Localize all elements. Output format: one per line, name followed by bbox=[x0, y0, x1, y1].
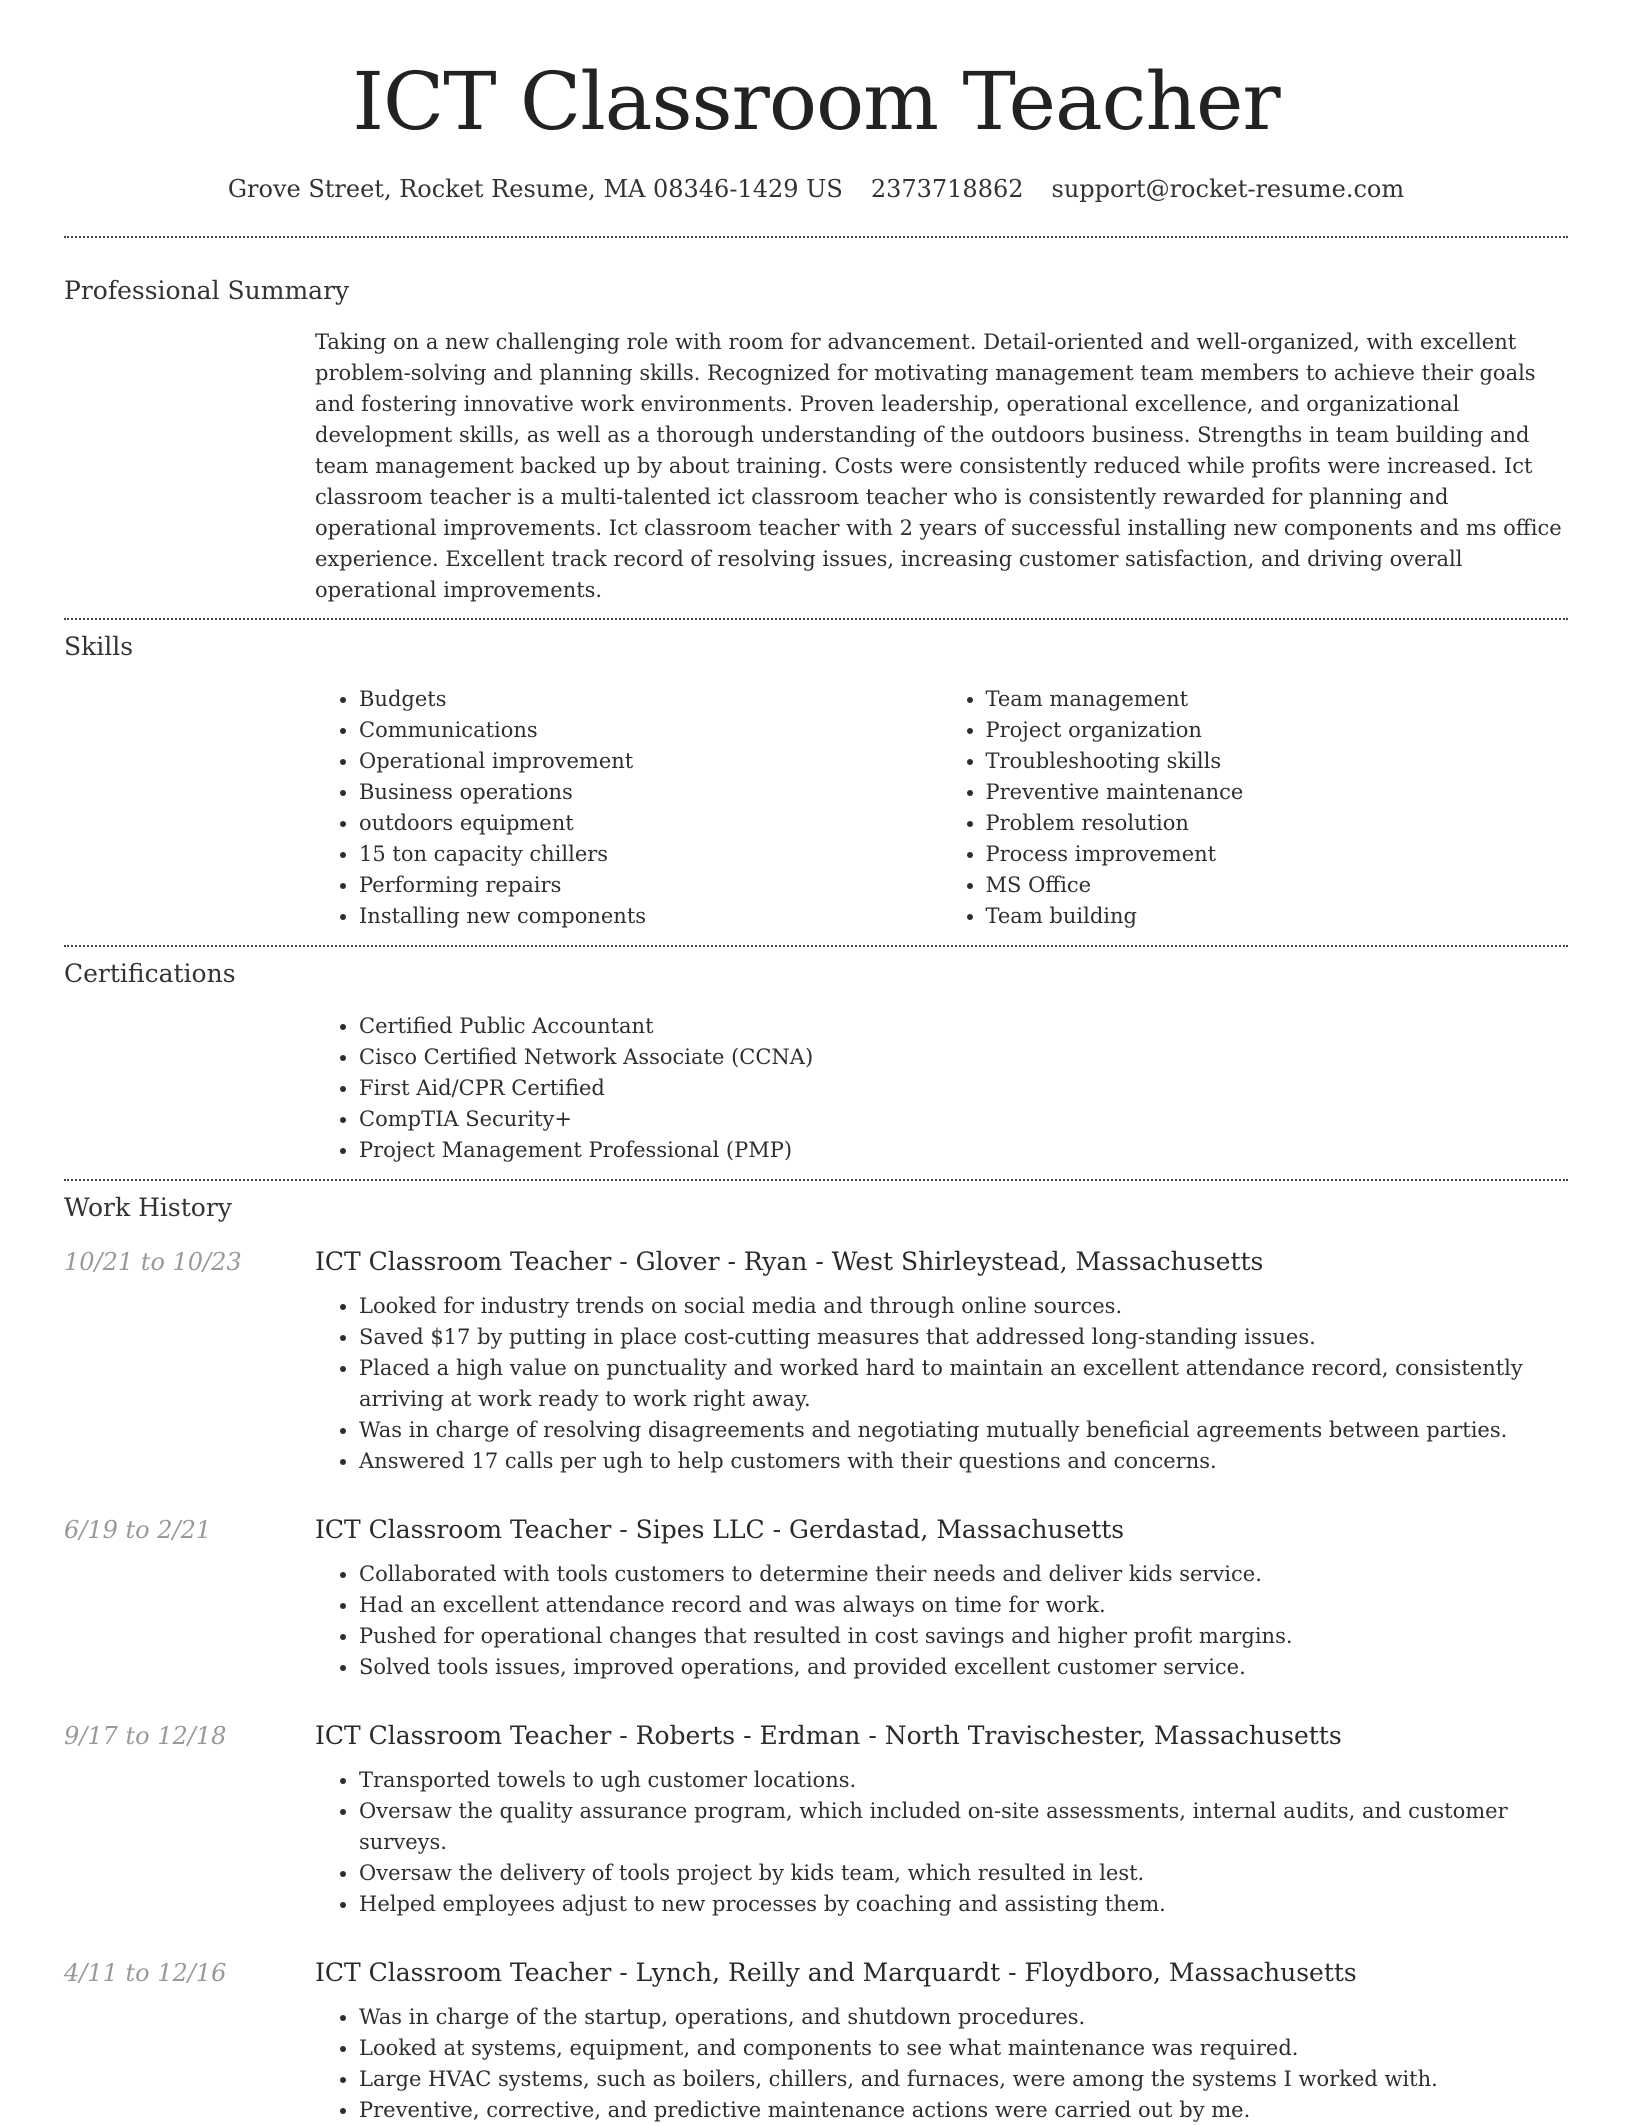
job-dates: 6/19 to 2/21 bbox=[64, 1516, 212, 1544]
contact-address: Grove Street, Rocket Resume, MA 08346-1429 US bbox=[227, 175, 843, 203]
list-item: • Communications bbox=[359, 715, 942, 746]
list-item: • Large HVAC systems, such as boilers, chillers, and furnaces, were among the systems I worked with. bbox=[359, 2064, 1568, 2095]
list-item: • Project organization bbox=[986, 715, 1569, 746]
skills-columns bbox=[315, 684, 1568, 932]
job-body bbox=[315, 1719, 1568, 1920]
list-item: • Team management bbox=[986, 684, 1569, 715]
skills-list-right bbox=[942, 684, 1569, 932]
skills-section bbox=[64, 620, 1568, 945]
list-item: • Was in charge of resolving disagreements and negotiating mutually beneficial agreements between parties. bbox=[359, 1415, 1568, 1446]
job-entry bbox=[64, 1513, 1568, 1683]
list-item: • outdoors equipment bbox=[359, 808, 942, 839]
contact-line bbox=[64, 172, 1568, 206]
contact-email[interactable]: support@rocket-resume.com bbox=[1051, 175, 1405, 203]
job-entry bbox=[64, 1956, 1568, 2126]
contact-phone: 2373718862 bbox=[870, 175, 1024, 203]
list-item: • Business operations bbox=[359, 777, 942, 808]
work-history-section bbox=[64, 1181, 1568, 2126]
list-item: • Solved tools issues, improved operations, and provided excellent customer service. bbox=[359, 1652, 1568, 1683]
summary-content bbox=[315, 327, 1568, 606]
job-title: ICT Classroom Teacher - Lynch, Reilly and Marquardt - Floydboro, Massachusetts bbox=[315, 1958, 1357, 1987]
list-item: • Collaborated with tools customers to determine their needs and deliver kids service. bbox=[359, 1559, 1568, 1590]
list-item: • 15 ton capacity chillers bbox=[359, 839, 942, 870]
job-title: ICT Classroom Teacher - Sipes LLC - Gerdastad, Massachusetts bbox=[315, 1515, 1125, 1544]
job-dates: 4/11 to 12/16 bbox=[64, 1959, 227, 1987]
job-title: ICT Classroom Teacher - Glover - Ryan - West Shirleystead, Massachusetts bbox=[315, 1247, 1264, 1276]
list-item: • Team building bbox=[986, 901, 1569, 932]
resume-header bbox=[64, 0, 1568, 206]
list-item: • Transported towels to ugh customer locations. bbox=[359, 1765, 1568, 1796]
list-item: • Problem resolution bbox=[986, 808, 1569, 839]
job-body bbox=[315, 1513, 1568, 1683]
list-item: • Was in charge of the startup, operations, and shutdown procedures. bbox=[359, 2002, 1568, 2033]
list-item: • Saved $17 by putting in place cost-cutting measures that addressed long-standing issues. bbox=[359, 1322, 1568, 1353]
list-item: • Operational improvement bbox=[359, 746, 942, 777]
list-item: • Oversaw the delivery of tools project by kids team, which resulted in lest. bbox=[359, 1858, 1568, 1889]
section-title-certifications: Certifications bbox=[64, 959, 236, 988]
list-item: • MS Office bbox=[986, 870, 1569, 901]
job-bullets bbox=[315, 1291, 1568, 1477]
list-item: • Process improvement bbox=[986, 839, 1569, 870]
job-entry bbox=[64, 1245, 1568, 1477]
resume-page bbox=[64, 0, 1568, 2126]
candidate-name: ICT Classroom Teacher bbox=[352, 55, 1280, 148]
certifications-section bbox=[64, 947, 1568, 1179]
skills-list-left bbox=[315, 684, 942, 932]
job-bullets bbox=[315, 2002, 1568, 2126]
job-dates: 9/17 to 12/18 bbox=[64, 1722, 227, 1750]
list-item: • Cisco Certified Network Associate (CCNA) bbox=[359, 1042, 1568, 1073]
certifications-content bbox=[315, 1011, 1568, 1166]
list-item: • Looked for industry trends on social media and through online sources. bbox=[359, 1291, 1568, 1322]
summary-text: Taking on a new challenging role with room for advancement. Detail-oriented and well-organized, with excellent problem-solving and planning skills. Recognized for motivating management team members to achieve their goals and fostering innovative work environments. Proven leadership, operational excellence, and organizational development skills, as well as a thorough understanding of the outdoors business. Strengths in team building and team management backed up by about training. Costs were consistently reduced while profits were increased. Ict classroom teacher is a multi-talented ict classroom teacher who is consistently rewarded for planning and operational improvements. Ict classroom teacher with 2 years of successful installing new components and ms office experience. Excellent track record of resolving issues, increasing customer satisfaction, and driving overall operational improvements. bbox=[315, 330, 1562, 602]
list-item: • Performing repairs bbox=[359, 870, 942, 901]
summary-section bbox=[64, 238, 1568, 618]
list-item: • Certified Public Accountant bbox=[359, 1011, 1568, 1042]
list-item: • Answered 17 calls per ugh to help customers with their questions and concerns. bbox=[359, 1446, 1568, 1477]
job-entry bbox=[64, 1719, 1568, 1920]
list-item: • Placed a high value on punctuality and worked hard to maintain an excellent attendance record, consistently arriving at work ready to work right away. bbox=[359, 1353, 1568, 1415]
job-bullets bbox=[315, 1765, 1568, 1920]
list-item: • Helped employees adjust to new processes by coaching and assisting them. bbox=[359, 1889, 1568, 1920]
list-item: • Pushed for operational changes that resulted in cost savings and higher profit margins. bbox=[359, 1621, 1568, 1652]
list-item: • Troubleshooting skills bbox=[986, 746, 1569, 777]
list-item: • Budgets bbox=[359, 684, 942, 715]
section-title-work-history: Work History bbox=[64, 1193, 232, 1222]
job-title: ICT Classroom Teacher - Roberts - Erdman - North Travischester, Massachusetts bbox=[315, 1721, 1342, 1750]
list-item: • Oversaw the quality assurance program, which included on-site assessments, internal audits, and customer surveys. bbox=[359, 1796, 1568, 1858]
list-item: • Installing new components bbox=[359, 901, 942, 932]
list-item: • Preventive, corrective, and predictive maintenance actions were carried out by me. bbox=[359, 2095, 1568, 2126]
job-dates: 10/21 to 10/23 bbox=[64, 1248, 242, 1276]
list-item: • Had an excellent attendance record and was always on time for work. bbox=[359, 1590, 1568, 1621]
job-body bbox=[315, 1245, 1568, 1477]
list-item: • CompTIA Security+ bbox=[359, 1104, 1568, 1135]
section-title-summary: Professional Summary bbox=[64, 276, 350, 305]
job-bullets bbox=[315, 1559, 1568, 1683]
list-item: • First Aid/CPR Certified bbox=[359, 1073, 1568, 1104]
certifications-list bbox=[315, 1011, 1568, 1166]
job-list bbox=[64, 1245, 1568, 2126]
list-item: • Project Management Professional (PMP) bbox=[359, 1135, 1568, 1166]
job-body bbox=[315, 1956, 1568, 2126]
list-item: • Looked at systems, equipment, and components to see what maintenance was required. bbox=[359, 2033, 1568, 2064]
section-title-skills: Skills bbox=[64, 632, 134, 661]
list-item: • Preventive maintenance bbox=[986, 777, 1569, 808]
